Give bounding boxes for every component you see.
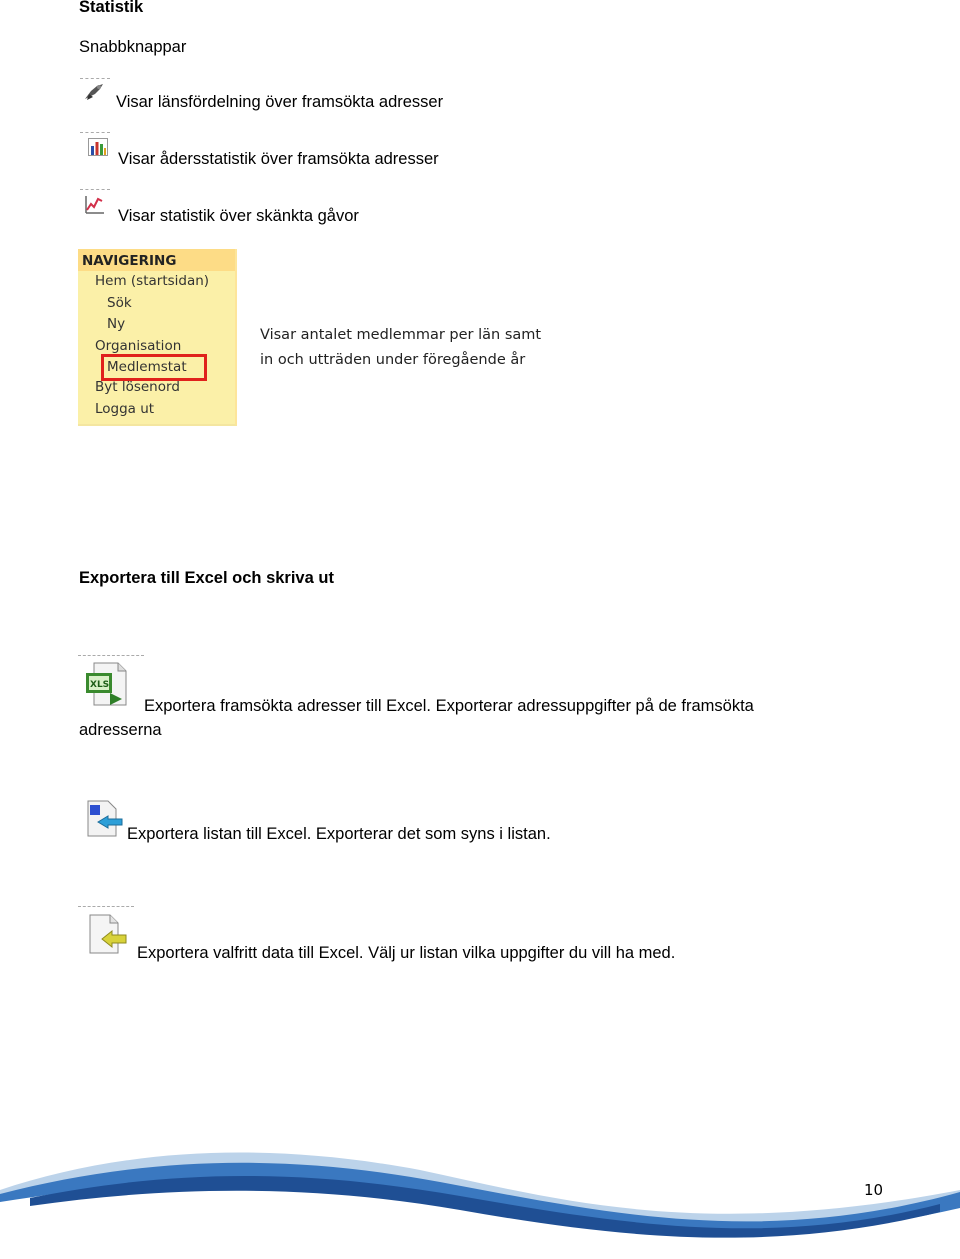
description-line: Visar antalet medlemmar per län samt [260, 327, 542, 343]
globe-icon[interactable] [83, 82, 105, 102]
quick-button-label: Visar länsfördelning över framsökta adresser [116, 93, 444, 111]
nav-description [260, 323, 541, 373]
list-export-icon[interactable] [84, 800, 124, 838]
divider [80, 189, 110, 190]
nav-item-organisation[interactable]: Organisation [95, 338, 182, 354]
nav-item-search[interactable]: Sök [107, 295, 132, 311]
custom-export-icon[interactable] [86, 913, 128, 955]
nav-item-home[interactable]: Hem (startsidan) [95, 273, 210, 289]
quick-button-label: Visar statistik över skänkta gåvor [118, 207, 359, 225]
footer-swoosh [0, 1130, 960, 1254]
nav-item-medlemstat[interactable]: Medlemstat [104, 357, 204, 378]
nav-item-logout[interactable]: Logga ut [95, 401, 155, 417]
divider [80, 132, 110, 133]
nav-item-new[interactable]: Ny [107, 316, 126, 332]
export-item-label-cont: adresserna [79, 721, 162, 739]
nav-title: NAVIGERING [78, 249, 235, 271]
divider [78, 906, 134, 907]
export-item-label: Exportera valfritt data till Excel. Välj ur listan vilka uppgifter du vill ha med. [137, 944, 676, 962]
subsection-title: Snabbknappar [79, 38, 187, 56]
description-line: in och utträden under föregående år [260, 352, 526, 368]
svg-text:XLS: XLS [90, 680, 110, 690]
line-chart-icon[interactable] [85, 195, 105, 215]
divider [78, 655, 144, 656]
export-item-label: Exportera framsökta adresser till Excel. Exporterar adressuppgifter på de framsökta [144, 697, 754, 715]
excel-export-icon[interactable] [84, 661, 128, 707]
page-number: 10 [864, 1181, 884, 1199]
export-item-label: Exportera listan till Excel. Exporterar det som syns i listan. [127, 825, 551, 843]
export-heading: Exportera till Excel och skriva ut [79, 569, 334, 587]
navigation-panel [78, 249, 237, 426]
nav-item-change-password[interactable]: Byt lösenord [95, 379, 180, 395]
divider [80, 78, 110, 79]
section-title: Statistik [79, 0, 144, 16]
quick-button-label: Visar ådersstatistik över framsökta adresser [118, 150, 439, 168]
bar-chart-icon[interactable] [88, 138, 108, 158]
